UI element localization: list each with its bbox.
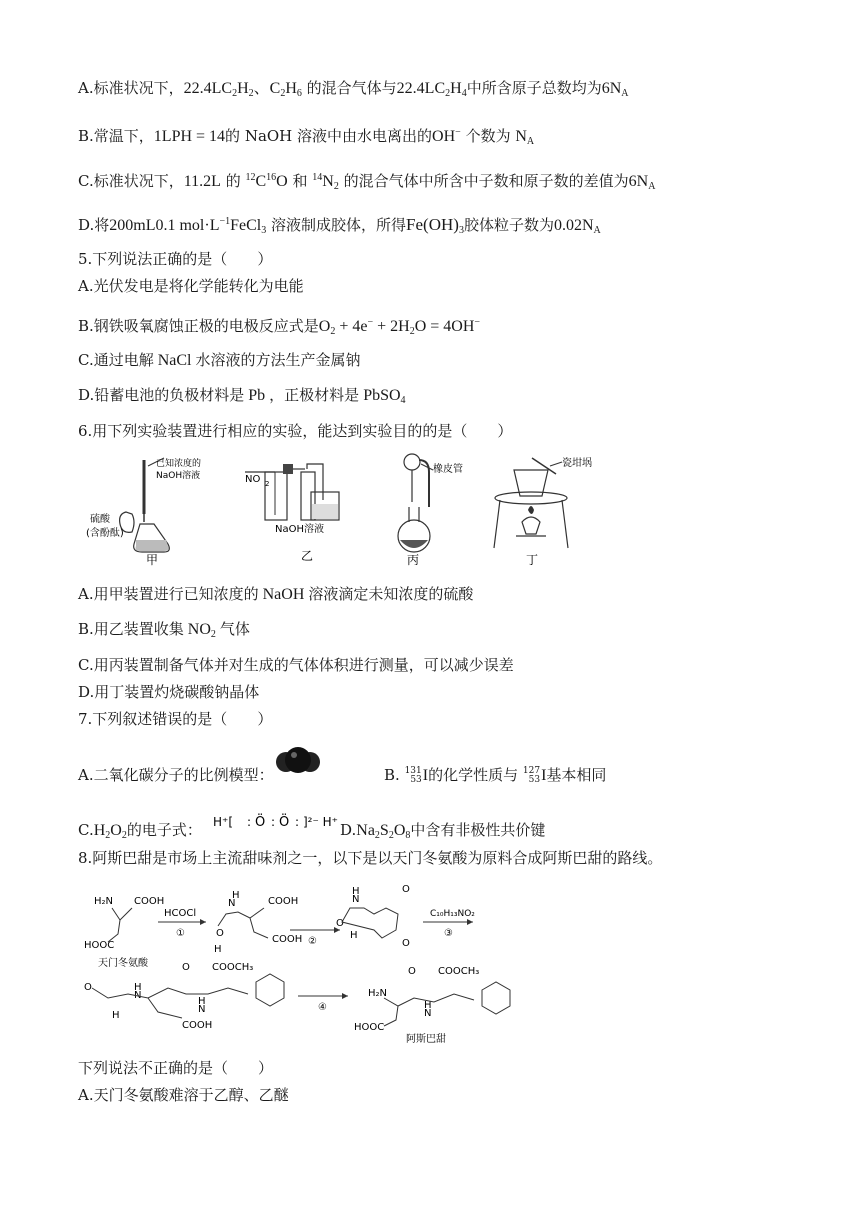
svg-text:H: H bbox=[214, 944, 222, 955]
svg-text:N: N bbox=[198, 1004, 206, 1015]
svg-text:COOH: COOH bbox=[268, 896, 299, 907]
step-2: ② bbox=[308, 936, 317, 947]
svg-text:O: O bbox=[402, 938, 410, 949]
name-aspartic-acid: 天门冬氨酸 bbox=[98, 958, 148, 969]
q6-stem: 6.用下列实验装置进行相应的实验，能达到实验目的的是（ ） bbox=[78, 422, 513, 440]
svg-text:N: N bbox=[134, 990, 142, 1001]
svg-text:N: N bbox=[352, 894, 360, 905]
svg-text:H: H bbox=[350, 930, 358, 941]
svg-text:H: H bbox=[232, 890, 240, 901]
h2o2-electron-formula bbox=[213, 808, 343, 834]
svg-text:O: O bbox=[182, 962, 190, 973]
jia-label-1: 已知浓度的 bbox=[156, 459, 202, 469]
q6-option-a: A.用甲装置进行已知浓度的 NaOH 溶液滴定未知浓度的硫酸 bbox=[78, 585, 474, 603]
intermediate-1-structure bbox=[214, 890, 302, 955]
svg-text:COOCH₃: COOCH₃ bbox=[438, 966, 480, 977]
svg-text:COOH: COOH bbox=[272, 934, 303, 945]
aspartame-synthesis-route bbox=[78, 878, 718, 1053]
step-4: ④ bbox=[318, 1002, 327, 1013]
svg-text:O: O bbox=[408, 966, 416, 977]
svg-text:2: 2 bbox=[265, 480, 270, 488]
q4-option-a: A.标准状况下，$22.4LC_2H_2$、$C_2H_6$ 的混合气体与$22.4LC_2H_4$中所含原子总数均为$6N_A$ bbox=[78, 79, 629, 99]
q5-stem: 5.下列说法正确的是（ ） bbox=[78, 250, 273, 268]
svg-text:H⁺[: H⁺[ bbox=[213, 815, 234, 829]
q6-option-c: C.用丙装置制备气体并对生成的气体体积进行测量，可以减少误差 bbox=[78, 656, 514, 674]
figure-yi-gas-collection bbox=[245, 460, 365, 568]
q7-option-d: $D.Na_2S_2O_8$中含有非极性共价键 bbox=[340, 821, 546, 841]
svg-text:HOOC: HOOC bbox=[84, 940, 115, 951]
co2-space-filling-model bbox=[274, 744, 322, 778]
svg-text:COOH: COOH bbox=[134, 896, 165, 907]
q4-option-b: B.常温下，1LPH = 14的 NaOH 溶液中由水电离出的OH− 个数为 $N_A$ bbox=[78, 127, 535, 147]
svg-text:HOOC: HOOC bbox=[354, 1022, 385, 1033]
q4-option-d: D.将200mL0.1 $mol\cdot L^{-1}FeCl_3$ 溶液制成胶体，所得$Fe(OH)_3$胶体粒子数为$0.02N_A$ bbox=[78, 215, 601, 236]
q7-option-c: $C.H_2O_2$的电子式： bbox=[78, 821, 202, 841]
svg-text:H: H bbox=[134, 982, 142, 993]
svg-text::: : bbox=[295, 815, 300, 829]
q4-option-c: C.标准状况下，11.2L 的 $^{12}C^{16}O$ 和 $^{14}N_2$ 的混合气体中所含中子数和原子数的差值为$6N_A$ bbox=[78, 172, 656, 192]
jia-label-3: 硫酸 bbox=[90, 514, 110, 525]
q8-option-a: A.天门冬氨酸难溶于乙醇、乙醚 bbox=[78, 1086, 289, 1104]
q5-option-c: C.通过电解 NaCl 水溶液的方法生产金属钠 bbox=[78, 351, 361, 369]
q5-option-a: A.光伏发电是将化学能转化为电能 bbox=[78, 277, 304, 295]
svg-text:H₂N: H₂N bbox=[368, 988, 388, 999]
caption-ding: 丁 bbox=[526, 553, 539, 567]
bing-label: 橡皮管 bbox=[433, 464, 463, 475]
yi-label-naoh: NaOH溶液 bbox=[275, 524, 324, 535]
caption-yi: 乙 bbox=[301, 549, 314, 563]
jia-label-4: (含酚酞) bbox=[86, 528, 124, 539]
yi-label-no: NO bbox=[245, 474, 261, 485]
aspartic-acid-structure bbox=[84, 896, 164, 969]
svg-text:O: O bbox=[216, 928, 224, 939]
svg-text:O: O bbox=[336, 918, 344, 929]
step-3: ③ bbox=[444, 928, 453, 939]
anhydride-structure bbox=[336, 884, 410, 949]
q7-stem: 7.下列叙述错误的是（ ） bbox=[78, 710, 273, 728]
svg-text::: : bbox=[271, 815, 276, 829]
svg-text:H: H bbox=[424, 1000, 432, 1011]
q7-option-a: A.二氧化碳分子的比例模型： bbox=[78, 766, 274, 784]
svg-text:H₂N: H₂N bbox=[94, 896, 114, 907]
svg-text::: : bbox=[247, 815, 252, 829]
q5-option-d: D.铅蓄电池的负极材料是 Pb ，正极材料是 PbSO$_4$ bbox=[78, 386, 406, 406]
svg-text:COOCH₃: COOCH₃ bbox=[212, 962, 254, 973]
figure-ding-crucible bbox=[486, 452, 636, 567]
svg-text:H: H bbox=[198, 996, 206, 1007]
jia-label-2: NaOH溶液 bbox=[156, 471, 201, 481]
svg-text:COOH: COOH bbox=[182, 1020, 213, 1031]
ding-label: 瓷坩埚 bbox=[562, 458, 592, 469]
svg-text:Ö: Ö bbox=[255, 815, 266, 830]
caption-jia: 甲 bbox=[146, 553, 159, 567]
step-1: ① bbox=[176, 928, 185, 939]
svg-text:N: N bbox=[228, 898, 236, 909]
figure-jia-titration bbox=[84, 452, 234, 567]
protected-aspartame-structure bbox=[84, 962, 284, 1031]
caption-bing: 丙 bbox=[407, 553, 420, 567]
reagent-1: HCOCl bbox=[164, 908, 197, 919]
svg-text:Ö: Ö bbox=[279, 815, 290, 830]
aspartame-structure bbox=[354, 966, 510, 1045]
q6-option-d: D.用丁装置灼烧碳酸钠晶体 bbox=[78, 683, 260, 701]
q7-option-b: B. 131 53I的化学性质与 127 53I基本相同 bbox=[384, 766, 607, 785]
svg-text:O: O bbox=[84, 982, 92, 993]
svg-text:H: H bbox=[112, 1010, 120, 1021]
figure-bing-gas-generation bbox=[395, 452, 485, 567]
name-aspartame: 阿斯巴甜 bbox=[406, 1034, 446, 1045]
svg-text:H: H bbox=[352, 886, 360, 897]
q8-sub-stem: 下列说法不正确的是（ ） bbox=[78, 1059, 274, 1077]
q8-stem: 8.阿斯巴甜是市场上主流甜味剂之一，以下是以天门冬氨酸为原料合成阿斯巴甜的路线。 bbox=[78, 849, 663, 867]
svg-text:N: N bbox=[424, 1008, 432, 1019]
svg-text:]²⁻ H⁺: ]²⁻ H⁺ bbox=[303, 815, 338, 829]
q6-option-b: B.用乙装置收集 $NO_2$ 气体 bbox=[78, 620, 250, 640]
q5-option-b: B.钢铁吸氧腐蚀正极的电极反应式是$O_2 + 4e^- + 2H_2O = 4OH^-$ bbox=[78, 317, 481, 337]
reagent-3: C₁₀H₁₃NO₂ bbox=[430, 909, 475, 919]
svg-text:O: O bbox=[402, 884, 410, 895]
